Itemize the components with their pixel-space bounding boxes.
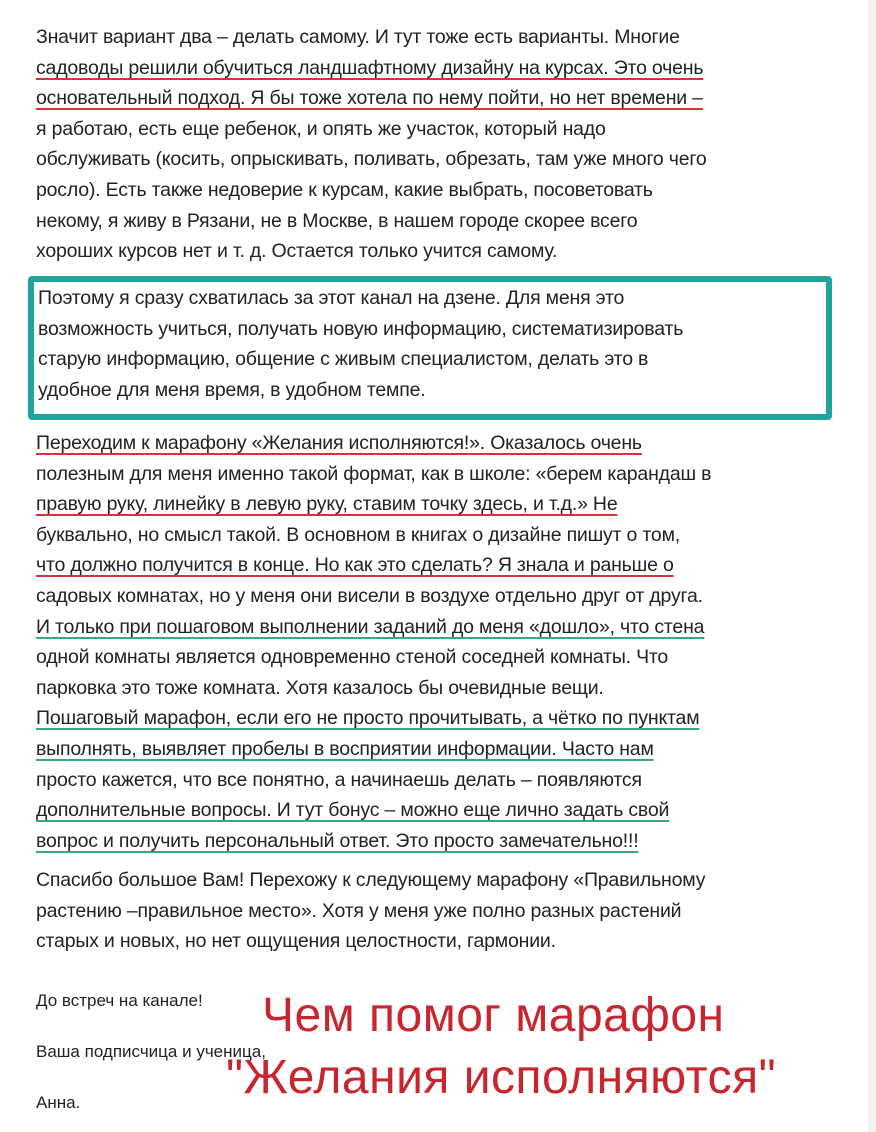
text-line: некому, я живу в Рязани, не в Москве, в нашем городе скорее всего (36, 209, 638, 232)
text-line: садовых комнатах, но у меня они висели в воздухе отдельно друг от друга. (36, 584, 703, 607)
headline-title: Чем помог марафон (262, 989, 725, 1042)
text-line: возможность учиться, получать новую информацию, систематизировать (38, 317, 684, 340)
text-line: Спасибо большое Вам! Перехожу к следующему марафону «Правильному (36, 869, 706, 891)
text-line: старую информацию, общение с живым специалистом, делать это в (38, 348, 649, 371)
text-line-underlined: Пошаговый марафон, если его не просто прочитывать, а чётко по пунктам (36, 707, 700, 730)
text-line-underlined: что должно получится в конце. Но как это сделать? Я знала и раньше о (36, 554, 674, 577)
text-line: буквально, но смысл такой. В основном в книгах о дизайне пишут о том, (36, 523, 681, 546)
text-line-underlined: садоводы решили обучиться ландшафтному дизайну на курсах. Это очень (36, 56, 704, 79)
signoff-name: Анна. (36, 1093, 81, 1112)
text-line-underlined: Переходим к марафону «Желания исполняются!». Оказалось очень (36, 432, 642, 454)
text-line-underlined: правую руку, линейку в левую руку, ставим точку здесь, и т.д.» Не (36, 493, 618, 516)
text-line-underlined: И только при пошаговом выполнении заданий до меня «дошло», что стена (36, 615, 705, 638)
text-line-underlined: вопрос и получить персональный ответ. Это просто замечательно!!! (36, 829, 639, 852)
page-edge (868, 0, 876, 1132)
text-line: старых и новых, но нет ощущения целостности, гармонии. (36, 930, 556, 953)
text-line: обслуживать (косить, опрыскивать, поливать, обрезать, там уже много чего (36, 148, 707, 171)
text-line-underlined: основательный подход. Я бы тоже хотела по нему пойти, но нет времени – (36, 87, 703, 110)
text-line: я работаю, есть еще ребенок, и опять же участок, который надо (36, 117, 606, 140)
text-line: росло). Есть также недоверие к курсам, какие выбрать, посоветовать (36, 178, 653, 201)
text-line: Значит вариант два – делать самому. И тут тоже есть варианты. Многие (36, 26, 680, 48)
text-line-underlined: дополнительные вопросы. И тут бонус – можно еще лично задать свой (36, 799, 670, 822)
text-line: парковка это тоже комната. Хотя казалось бы очевидные вещи. (36, 676, 604, 699)
text-line: просто кажется, что все понятно, а начинаешь делать – появляются (36, 768, 642, 791)
text-line-underlined: выполнять, выявляет пробелы в восприятии информации. Часто нам (36, 737, 654, 760)
signoff-subscriber: Ваша подписчица и ученица, (36, 1042, 266, 1061)
text-line: одной комнаты является одновременно стеной соседней комнаты. Что (36, 646, 669, 669)
paragraph-marathon (36, 428, 846, 856)
signoff-greeting: До встреч на канале! (36, 991, 203, 1010)
text-line: Поэтому я сразу схватилась за этот канал на дзене. Для меня это (38, 287, 625, 309)
paragraph-courses (36, 22, 846, 267)
text-line: удобное для меня время, в удобном темпе. (38, 378, 426, 401)
paragraph-channel (38, 283, 848, 405)
headline-subtitle: "Желания исполняются" (226, 1051, 777, 1104)
text-line: растению –правильное место». Хотя у меня уже полно разных растений (36, 899, 682, 922)
text-line: хороших курсов нет и т. д. Остается только учится самому. (36, 240, 558, 263)
paragraph-thanks (36, 865, 846, 957)
text-line: полезным для меня именно такой формат, как в школе: «берем карандаш в (36, 462, 712, 485)
